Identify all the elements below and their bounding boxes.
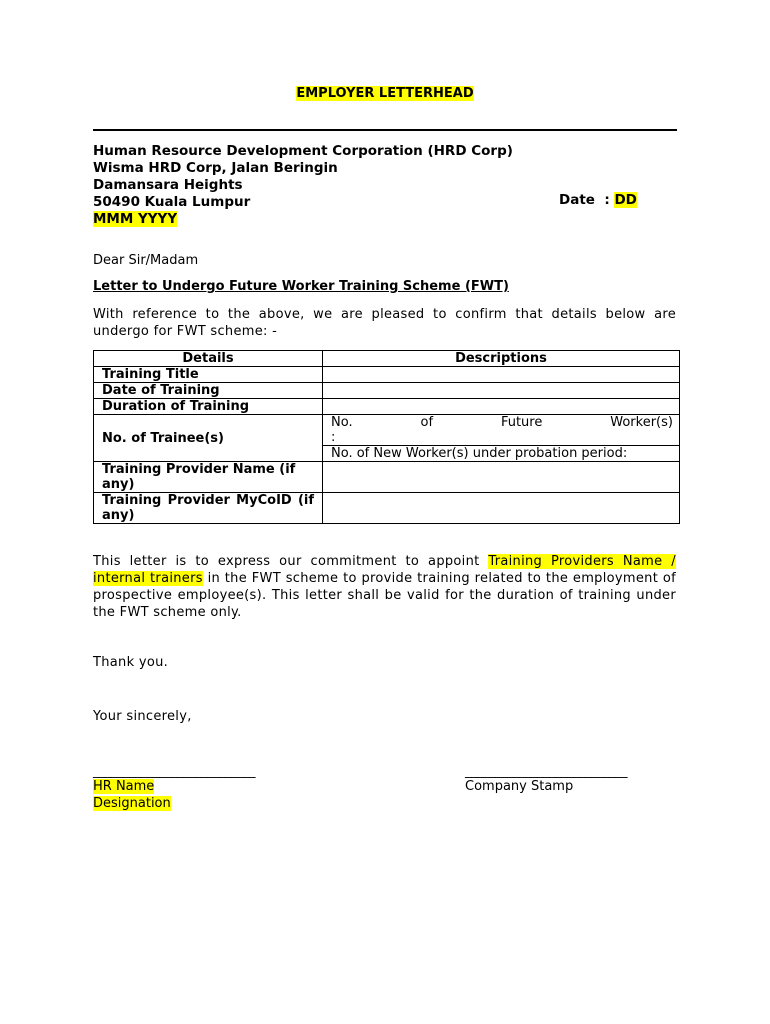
salutation: Dear Sir/Madam [93, 253, 199, 268]
date-month-year-placeholder: MMM YYYY [93, 211, 178, 227]
table-row [94, 367, 680, 383]
value-new-workers: No. of New Worker(s) under probation period: [323, 446, 680, 462]
recipient-address-line-3: 50490 Kuala Lumpur [93, 194, 251, 210]
label-duration: Duration of Training [94, 399, 323, 415]
letter-subject: Letter to Undergo Future Worker Training Scheme (FWT) [93, 279, 509, 294]
table-row [94, 383, 680, 399]
future-word-2: of [420, 415, 434, 430]
thank-you: Thank you. [93, 655, 169, 670]
future-word-4: Worker(s) [610, 415, 673, 430]
future-workers-colon: : [331, 430, 336, 445]
future-word-1: No. [331, 415, 353, 430]
value-provider-name [323, 462, 680, 493]
hr-name-placeholder: HR Name [93, 779, 155, 794]
signature-line-stamp: ___________________________ [465, 764, 627, 779]
header-details: Details [94, 351, 323, 367]
label-trainees: No. of Trainee(s) [94, 415, 323, 462]
value-date-of-training [323, 383, 680, 399]
hr-name [93, 779, 154, 794]
value-training-title [323, 367, 680, 383]
intro-paragraph: With reference to the above, we are pleased to confirm that details below are undergo for FWT scheme: - [93, 307, 676, 339]
table-row [94, 462, 680, 493]
training-details-table [93, 350, 680, 524]
closing: Your sincerely, [93, 709, 192, 724]
table-row [94, 399, 680, 415]
letterhead-text: EMPLOYER LETTERHEAD [296, 86, 474, 101]
table-header-row [94, 351, 680, 367]
letterhead-title [0, 86, 770, 101]
designation [93, 796, 171, 811]
value-future-workers [323, 415, 680, 446]
table-row [94, 493, 680, 524]
label-training-title: Training Title [94, 367, 323, 383]
commitment-text-start: This letter is to express our commitment to appoint [93, 554, 489, 569]
future-workers-text [331, 415, 673, 430]
value-duration [323, 399, 680, 415]
company-stamp: Company Stamp [465, 779, 574, 794]
date-field [559, 192, 637, 208]
recipient-address-line-1: Wisma HRD Corp, Jalan Beringin [93, 160, 338, 176]
value-provider-mycoid [323, 493, 680, 524]
future-word-3: Future [500, 415, 543, 430]
date-day-placeholder: DD [614, 192, 637, 208]
label-provider-name: Training Provider Name (if any) [94, 462, 323, 493]
table-row [94, 415, 680, 446]
label-date-of-training: Date of Training [94, 383, 323, 399]
header-divider [93, 129, 677, 131]
commitment-text-end: in the FWT scheme to provide training related to the employment of prospective employee(s). This letter shall be valid for the duration of training under the FWT scheme only. [93, 571, 676, 620]
training-provider-placeholder: Training Providers Name / internal trainers [93, 554, 676, 586]
designation-placeholder: Designation [93, 796, 171, 811]
header-descriptions: Descriptions [323, 351, 680, 367]
date-month-year [93, 211, 177, 228]
date-label: Date : [559, 192, 615, 208]
signature-line-hr: ___________________________ [93, 764, 255, 779]
recipient-name: Human Resource Development Corporation (HRD Corp) [93, 143, 513, 159]
commitment-paragraph [93, 553, 676, 621]
label-provider-mycoid: Training Provider MyCoID (if any) [94, 493, 323, 524]
recipient-address-line-2: Damansara Heights [93, 177, 243, 193]
